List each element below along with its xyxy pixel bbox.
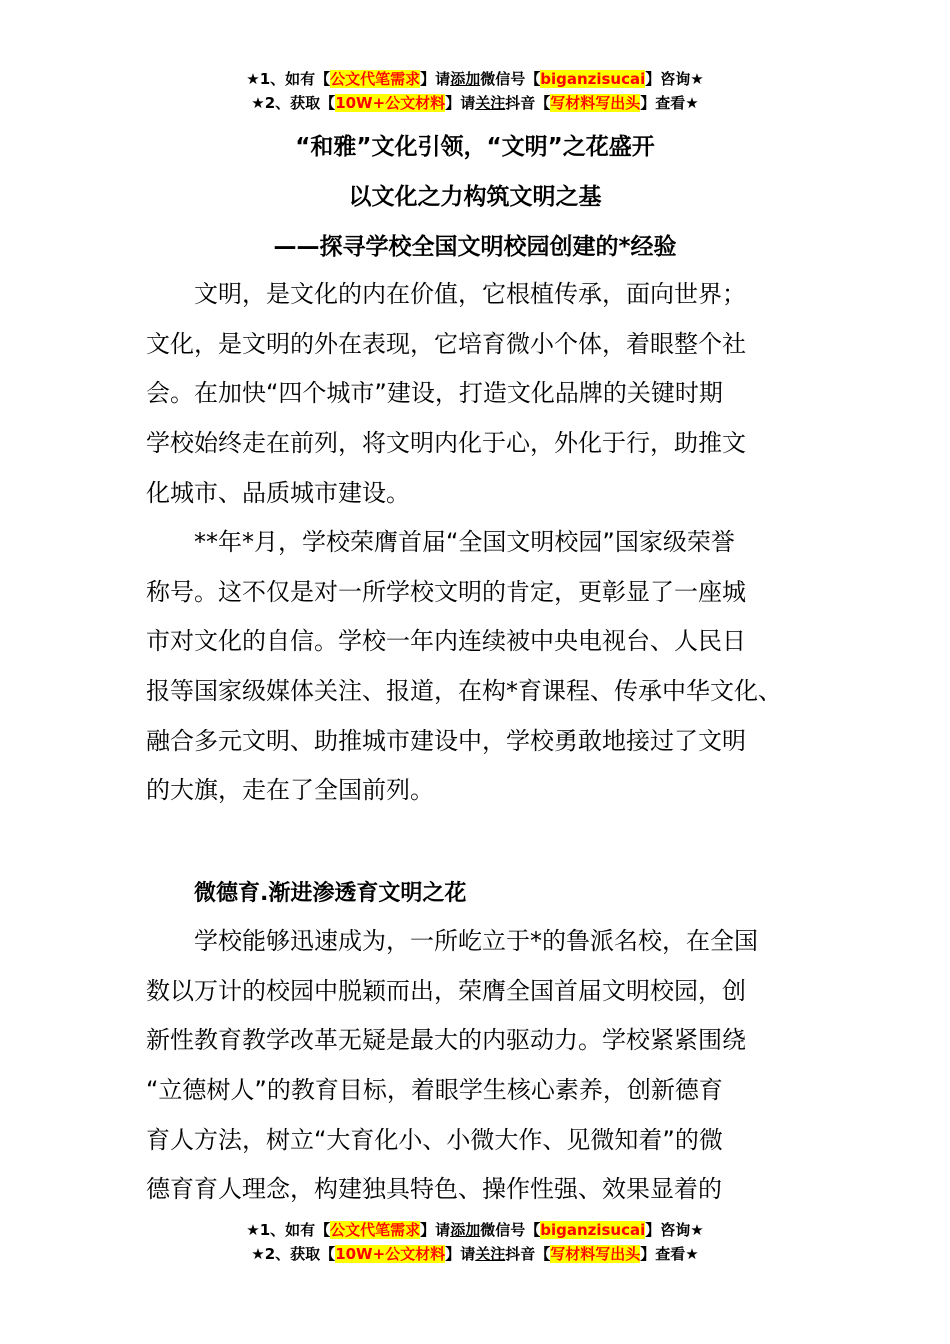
banner-text: 微信号【 (480, 1221, 541, 1239)
banner-highlight: 公文代笔需求 (330, 70, 421, 88)
banner-text: ★2、获取【 (251, 94, 336, 112)
banner-text: 】咨询★ (645, 1221, 704, 1239)
top-banner (0, 67, 950, 115)
text-line: 报等国家级媒体关注、报道，在构*育课程、传承中华文化、 (146, 677, 782, 706)
text-line: 文化，是文明的外在表现，它培育微小个体，着眼整个社 (146, 329, 746, 358)
banner-highlight: 公文代笔需求 (330, 1221, 421, 1239)
text-line: 文明，是文化的内在价值，它根植传承，面向世界； (194, 280, 746, 308)
banner-text: ★2、获取【 (251, 1245, 336, 1263)
banner-text: 】请 (445, 1245, 476, 1263)
paragraph-2 (146, 518, 826, 816)
banner-highlight: 写材料写出头 (550, 94, 641, 112)
banner-text: 】请 (420, 1221, 451, 1239)
banner-text: 抖音【 (505, 94, 551, 112)
text-line: 的大旗，走在了全国前列。 (146, 776, 434, 805)
text-line: 数以万计的校园中脱颖而出，荣膺全国首届文明校园，创 (146, 976, 746, 1005)
text-line: 称号。这不仅是对一所学校文明的肯定，更彰显了一座城 (146, 577, 746, 606)
banner-underline: 添加 (450, 70, 481, 88)
banner-underline: 添加 (450, 1221, 481, 1239)
text-line: 化城市、品质城市建设。 (146, 478, 410, 507)
banner-line-1 (0, 1218, 950, 1242)
banner-text: 】请 (420, 70, 451, 88)
text-line: 融合多元文明、助推城市建设中，学校勇敢地接过了文明 (146, 726, 746, 755)
banner-text: 】咨询★ (645, 70, 704, 88)
banner-underline: 关注 (475, 1245, 506, 1263)
banner-underline: 关注 (475, 94, 506, 112)
text-line: 会。在加快“四个城市”建设，打造文化品牌的关键时期 (146, 379, 723, 408)
banner-text: 】请 (445, 94, 476, 112)
banner-highlight: 写材料写出头 (550, 1245, 641, 1263)
banner-highlight: 10W+公文材料 (335, 94, 446, 112)
banner-line-2 (0, 91, 950, 115)
text-line: 学校始终走在前列，将文明内化于心，外化于行，助推文 (146, 429, 746, 458)
text-line: 市对文化的自信。学校一年内连续被中央电视台、人民日 (146, 627, 746, 656)
banner-text: ★1、如有【 (246, 70, 331, 88)
text-line: 育人方法，树立“大育化小、小微大作、见微知着”的微 (146, 1125, 723, 1154)
section-heading: 微德育.渐进渗透育文明之花 (194, 881, 467, 906)
banner-line-1 (0, 67, 950, 91)
text-line: 德育育人理念，构建独具特色、操作性强、效果显着的 (146, 1175, 722, 1204)
banner-highlight: biganzisucai (540, 1221, 646, 1239)
text-line: **年*月，学校荣膺首届“全国文明校园”国家级荣誉 (194, 528, 735, 556)
banner-text: 抖音【 (505, 1245, 551, 1263)
bottom-banner (0, 1218, 950, 1266)
title-line-2: 以文化之力构筑文明之基 (348, 184, 602, 210)
paragraph-3 (146, 917, 826, 1215)
banner-text: ★1、如有【 (246, 1221, 331, 1239)
title-line-1: “和雅”文化引领，“文明”之花盛开 (295, 134, 655, 160)
banner-highlight: biganzisucai (540, 70, 646, 88)
text-line: 新性教育教学改革无疑是最大的内驱动力。学校紧紧围绕 (146, 1026, 746, 1055)
paragraph-1 (146, 270, 826, 518)
text-line: 学校能够迅速成为，一所屹立于*的鲁派名校，在全国 (194, 927, 758, 955)
banner-highlight: 10W+公文材料 (335, 1245, 446, 1263)
banner-text: 微信号【 (480, 70, 541, 88)
banner-text: 】查看★ (640, 94, 699, 112)
text-line: “立德树人”的教育目标，着眼学生核心素养，创新德育 (146, 1076, 723, 1105)
title-line-3: ——探寻学校全国文明校园创建的*经验 (273, 234, 677, 260)
banner-line-2 (0, 1242, 950, 1266)
banner-text: 】查看★ (640, 1245, 699, 1263)
